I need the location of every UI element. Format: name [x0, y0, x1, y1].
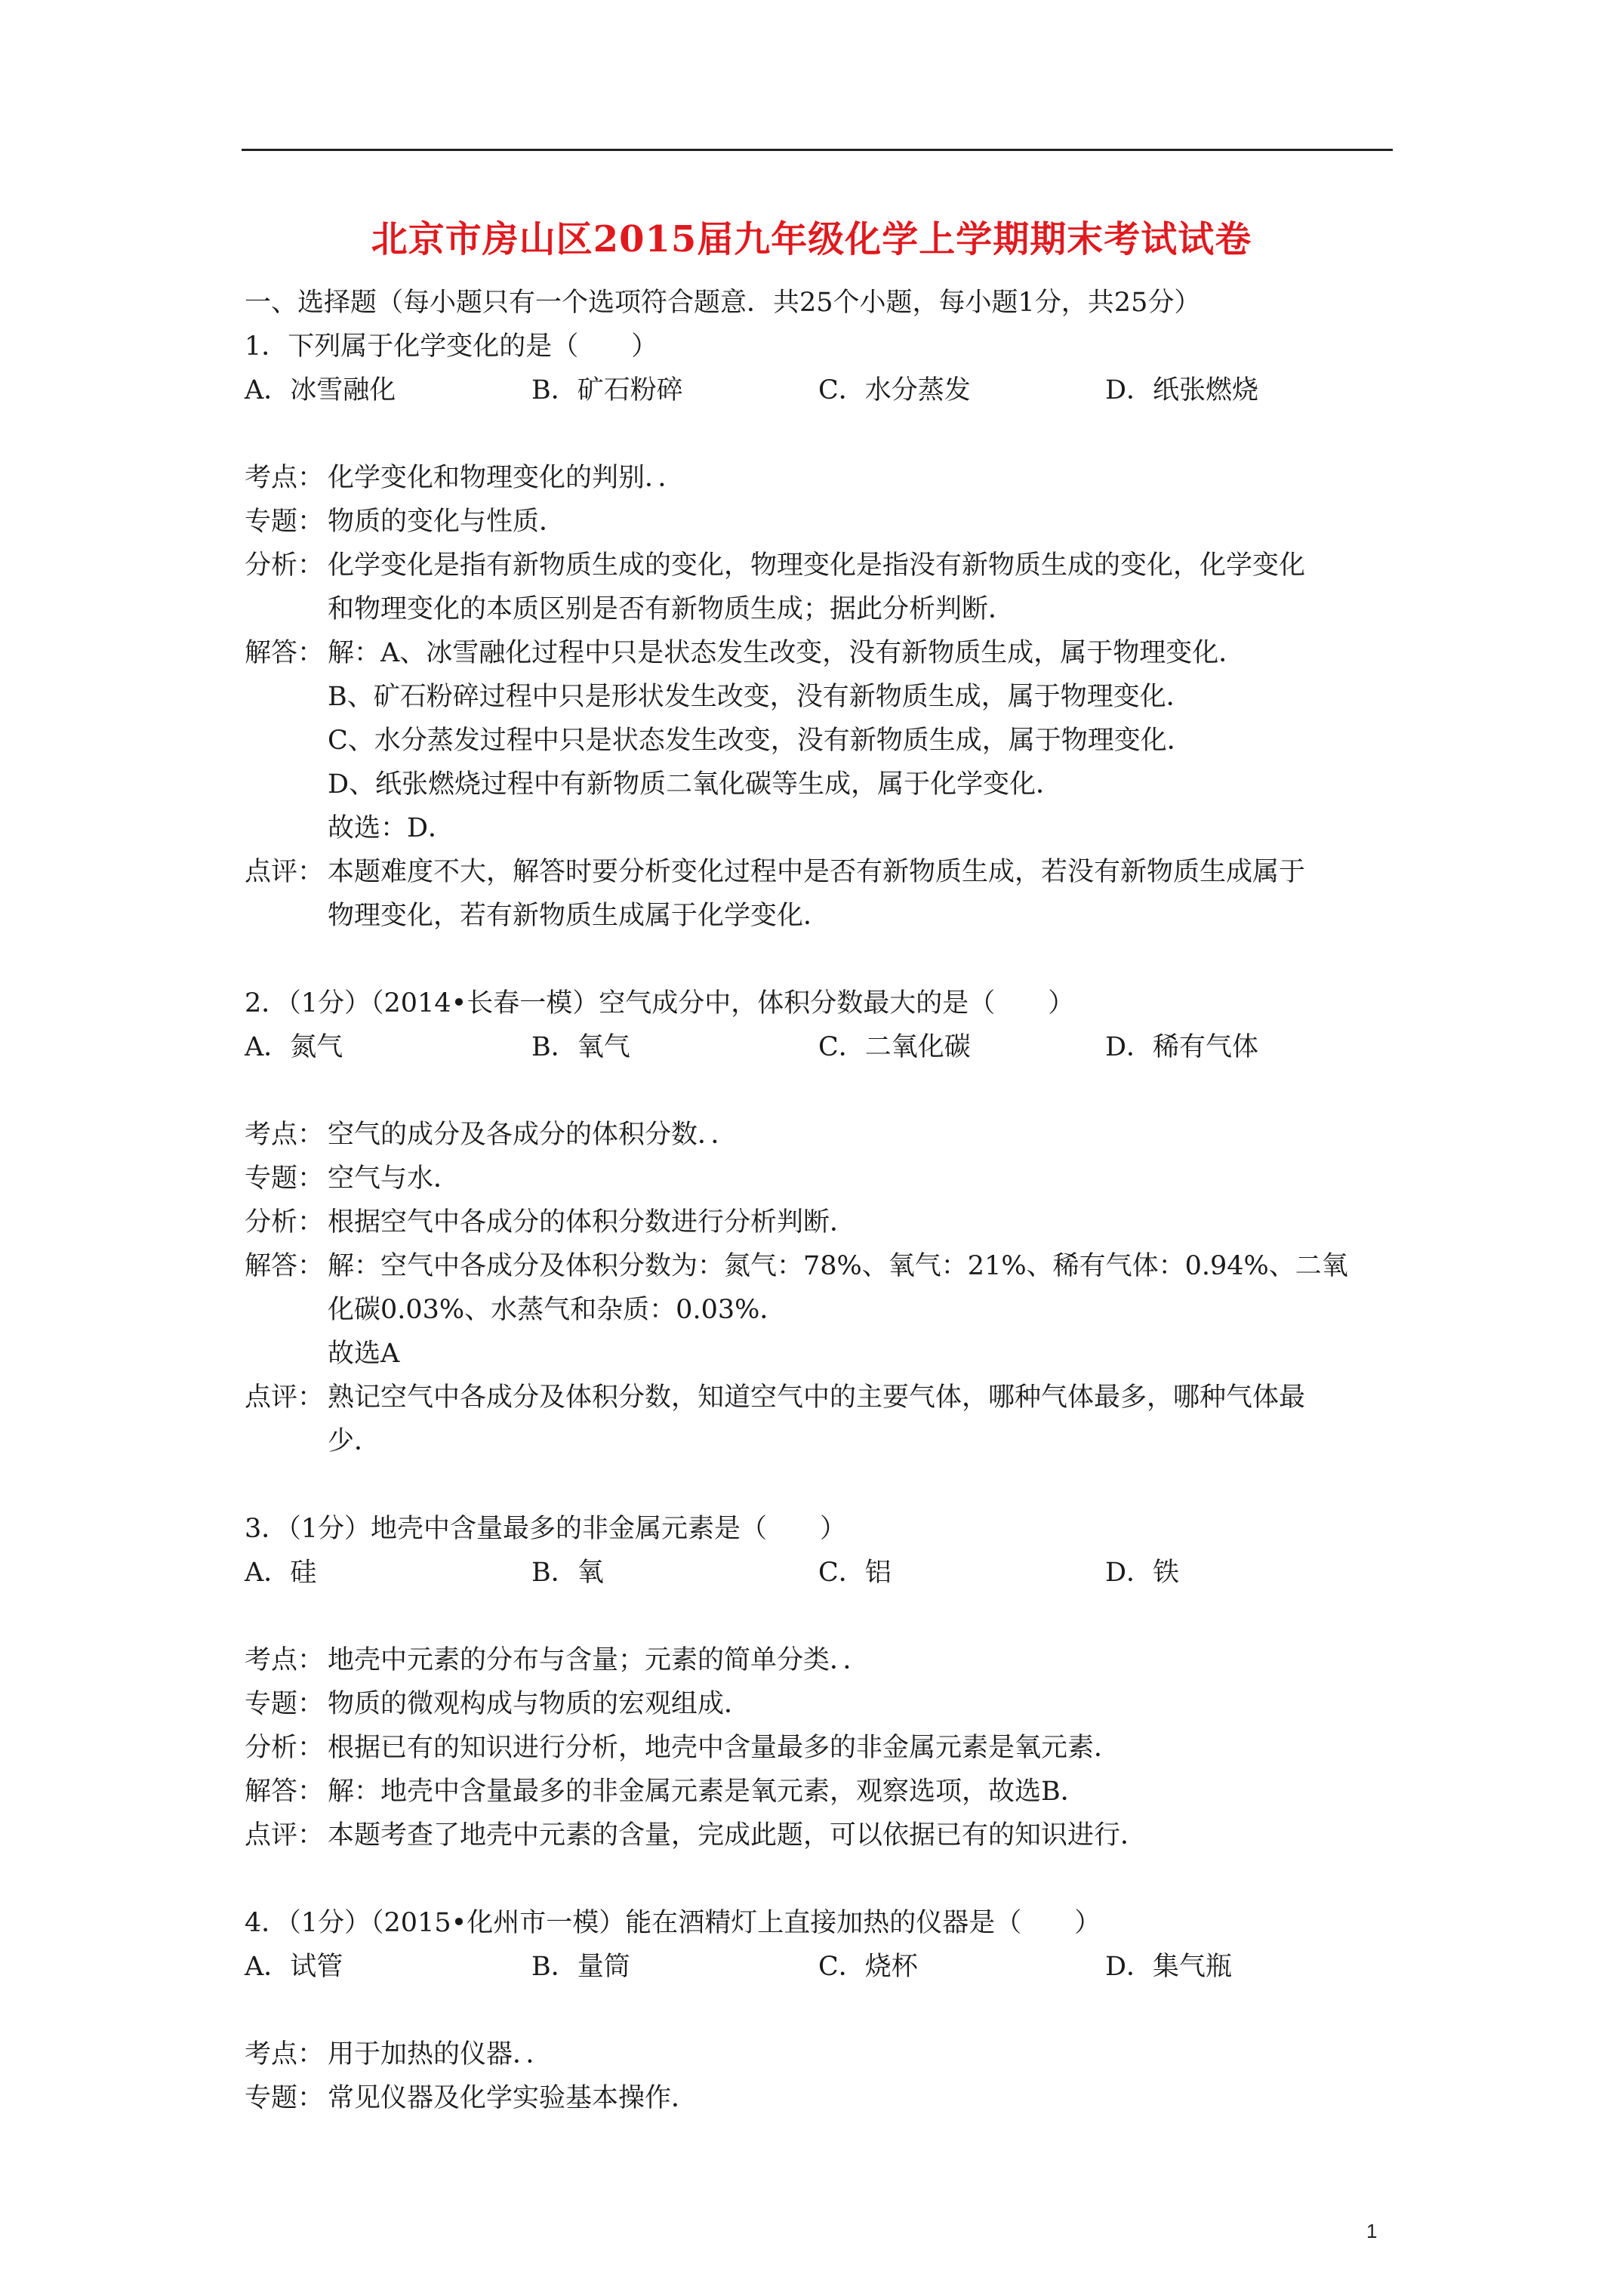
option-item: B．氧气	[531, 1032, 630, 1062]
analysis-row	[245, 1726, 1400, 1770]
analysis-text	[328, 850, 1400, 938]
analysis-row	[245, 544, 1400, 631]
question-block	[245, 1901, 1400, 2120]
analysis-line: 地壳中元素的分布与含量；元素的简单分类．．	[328, 1645, 870, 1675]
analysis-row	[245, 500, 1400, 544]
analysis-label: 解答：	[245, 638, 325, 668]
analysis-row	[245, 1157, 1400, 1200]
question-options	[245, 1025, 1400, 1069]
analysis-text	[328, 1200, 1400, 1244]
analysis-label: 分析：	[245, 1733, 325, 1763]
option-item: D．铁	[1105, 1558, 1180, 1588]
analysis-line: 用于加热的仪器．．	[328, 2039, 553, 2069]
analysis-line: 本题考查了地壳中元素的含量，完成此题，可以依据已有的知识进行．	[328, 1820, 1147, 1851]
option-item: A．硅	[245, 1558, 317, 1588]
analysis-row	[245, 2032, 1400, 2076]
analysis-line: 化学变化和物理变化的判别．．	[328, 463, 685, 493]
analysis-text	[328, 1157, 1400, 1200]
analysis-line: 根据空气中各成分的体积分数进行分析判断．	[328, 1207, 857, 1237]
analysis-line: 化碳0.03%、水蒸气和杂质：0.03%．	[328, 1295, 787, 1325]
option-item: C．烧杯	[818, 1952, 918, 1982]
analysis-line: 熟记空气中各成分及体积分数，知道空气中的主要气体，哪种气体最多，哪种气体最	[328, 1382, 1306, 1413]
analysis-line: B、矿石粉碎过程中只是形状发生改变，没有新物质生成，属于物理变化．	[328, 682, 1193, 712]
question-block	[245, 982, 1400, 1507]
option-item: B．矿石粉碎	[531, 375, 683, 405]
analysis-text	[328, 544, 1400, 631]
option-item: C．二氧化碳	[818, 1032, 971, 1062]
analysis-line: 少．	[328, 1426, 381, 1456]
analysis-text	[328, 1770, 1400, 1814]
option-item: C．水分蒸发	[818, 375, 971, 405]
analysis-label: 点评：	[245, 1820, 325, 1851]
option-item: B．量筒	[531, 1952, 630, 1982]
analysis-line: 空气与水．	[328, 1163, 460, 1194]
analysis-text	[328, 1726, 1400, 1770]
page-number: 1	[1366, 2220, 1378, 2242]
header-rule	[242, 149, 1393, 151]
question-options	[245, 1945, 1400, 1989]
analysis-line: D、纸张燃烧过程中有新物质二氧化碳等生成，属于化学变化．	[328, 769, 1063, 800]
analysis-label: 考点：	[245, 1120, 325, 1150]
analysis-text	[328, 2076, 1400, 2120]
analysis-text	[328, 1244, 1400, 1376]
analysis-label: 专题：	[245, 1163, 325, 1194]
analysis-text	[328, 500, 1400, 544]
analysis-line: C、水分蒸发过程中只是状态发生改变，没有新物质生成，属于物理变化．	[328, 726, 1193, 756]
analysis-line: 常见仪器及化学实验基本操作．	[328, 2083, 698, 2113]
analysis-label: 解答：	[245, 1777, 325, 1807]
analysis-row	[245, 631, 1400, 850]
analysis-label: 点评：	[245, 857, 325, 887]
analysis-line: 解：地壳中含量最多的非金属元素是氧元素，观察选项，故选B．	[328, 1777, 1087, 1807]
analysis-label: 点评：	[245, 1382, 325, 1413]
question-stem: 3．（1分）地壳中含量最多的非金属元素是（ ）	[245, 1514, 847, 1544]
analysis-text	[328, 1113, 1400, 1157]
analysis-line: 根据已有的知识进行分析，地壳中含量最多的非金属元素是氧元素．	[328, 1733, 1121, 1763]
analysis-text	[328, 2032, 1400, 2076]
question-stem: 4．（1分）（2015•化州市一模）能在酒精灯上直接加热的仪器是（ ）	[245, 1908, 1101, 1938]
analysis-line: 化学变化是指有新物质生成的变化，物理变化是指没有新物质生成的变化，化学变化	[328, 550, 1306, 581]
analysis-text	[328, 1376, 1400, 1463]
analysis-label: 专题：	[245, 507, 325, 537]
option-item: D．稀有气体	[1105, 1032, 1259, 1062]
option-item: D．纸张燃烧	[1105, 375, 1259, 405]
spacer	[245, 938, 1400, 982]
option-item: D．集气瓶	[1105, 1952, 1233, 1982]
analysis-line: 和物理变化的本质区别是否有新物质生成；据此分析判断．	[328, 594, 1015, 624]
question-options	[245, 1551, 1400, 1595]
analysis-label: 考点：	[245, 463, 325, 493]
option-item: A．冰雪融化	[245, 375, 396, 405]
analysis-label: 专题：	[245, 2083, 325, 2113]
question-stem: 2．（1分）（2014•长春一模）空气成分中，体积分数最大的是（ ）	[245, 988, 1075, 1019]
question-options	[245, 368, 1400, 412]
analysis-row	[245, 1376, 1400, 1463]
analysis-row	[245, 456, 1400, 500]
analysis-row	[245, 1244, 1400, 1376]
analysis-text	[328, 1814, 1400, 1857]
analysis-line: 物质的变化与性质．	[328, 507, 566, 537]
option-item: C．铝	[818, 1558, 892, 1588]
analysis-line: 解：空气中各成分及体积分数为：氮气：78%、氧气：21%、稀有气体：0.94%、二氧	[328, 1251, 1348, 1281]
analysis-label: 考点：	[245, 1645, 325, 1675]
analysis-label: 解答：	[245, 1251, 325, 1281]
question-block	[245, 1507, 1400, 1901]
spacer	[245, 1989, 1400, 2032]
analysis-text	[328, 1638, 1400, 1682]
analysis-label: 考点：	[245, 2039, 325, 2069]
section-heading: 一、选择题（每小题只有一个选项符合题意．共25个小题，每小题1分，共25分）	[245, 288, 1201, 318]
option-item: A．试管	[245, 1952, 343, 1982]
analysis-row	[245, 1200, 1400, 1244]
analysis-row	[245, 1682, 1400, 1726]
analysis-line: 解：A、冰雪融化过程中只是状态发生改变，没有新物质生成，属于物理变化．	[328, 638, 1246, 668]
analysis-row	[245, 1770, 1400, 1814]
analysis-line: 空气的成分及各成分的体积分数．．	[328, 1120, 738, 1150]
analysis-text	[328, 456, 1400, 500]
analysis-line: 物理变化，若有新物质生成属于化学变化．	[328, 901, 830, 931]
analysis-row	[245, 1814, 1400, 1857]
spacer	[245, 1069, 1400, 1113]
analysis-line: 故选A	[328, 1339, 400, 1369]
spacer	[245, 1857, 1400, 1901]
analysis-line: 故选：D．	[328, 813, 455, 843]
analysis-label: 分析：	[245, 550, 325, 581]
analysis-text	[328, 1682, 1400, 1726]
analysis-row	[245, 850, 1400, 938]
question-stem: 1．下列属于化学变化的是（ ）	[245, 331, 658, 362]
analysis-row	[245, 1113, 1400, 1157]
analysis-line: 本题难度不大，解答时要分析变化过程中是否有新物质生成，若没有新物质生成属于	[328, 857, 1306, 887]
option-item: A．氮气	[245, 1032, 343, 1062]
analysis-row	[245, 2076, 1400, 2120]
spacer	[245, 1463, 1400, 1507]
question-block	[245, 325, 1400, 982]
analysis-text	[328, 631, 1400, 850]
spacer	[245, 412, 1400, 456]
analysis-label: 分析：	[245, 1207, 325, 1237]
document-body	[245, 281, 1400, 2120]
analysis-row	[245, 1638, 1400, 1682]
document-title: 北京市房山区2015届九年级化学上学期期末考试试卷	[371, 218, 1252, 260]
spacer	[245, 1595, 1400, 1638]
analysis-line: 物质的微观构成与物质的宏观组成．	[328, 1689, 751, 1719]
option-item: B．氧	[531, 1558, 604, 1588]
analysis-label: 专题：	[245, 1689, 325, 1719]
